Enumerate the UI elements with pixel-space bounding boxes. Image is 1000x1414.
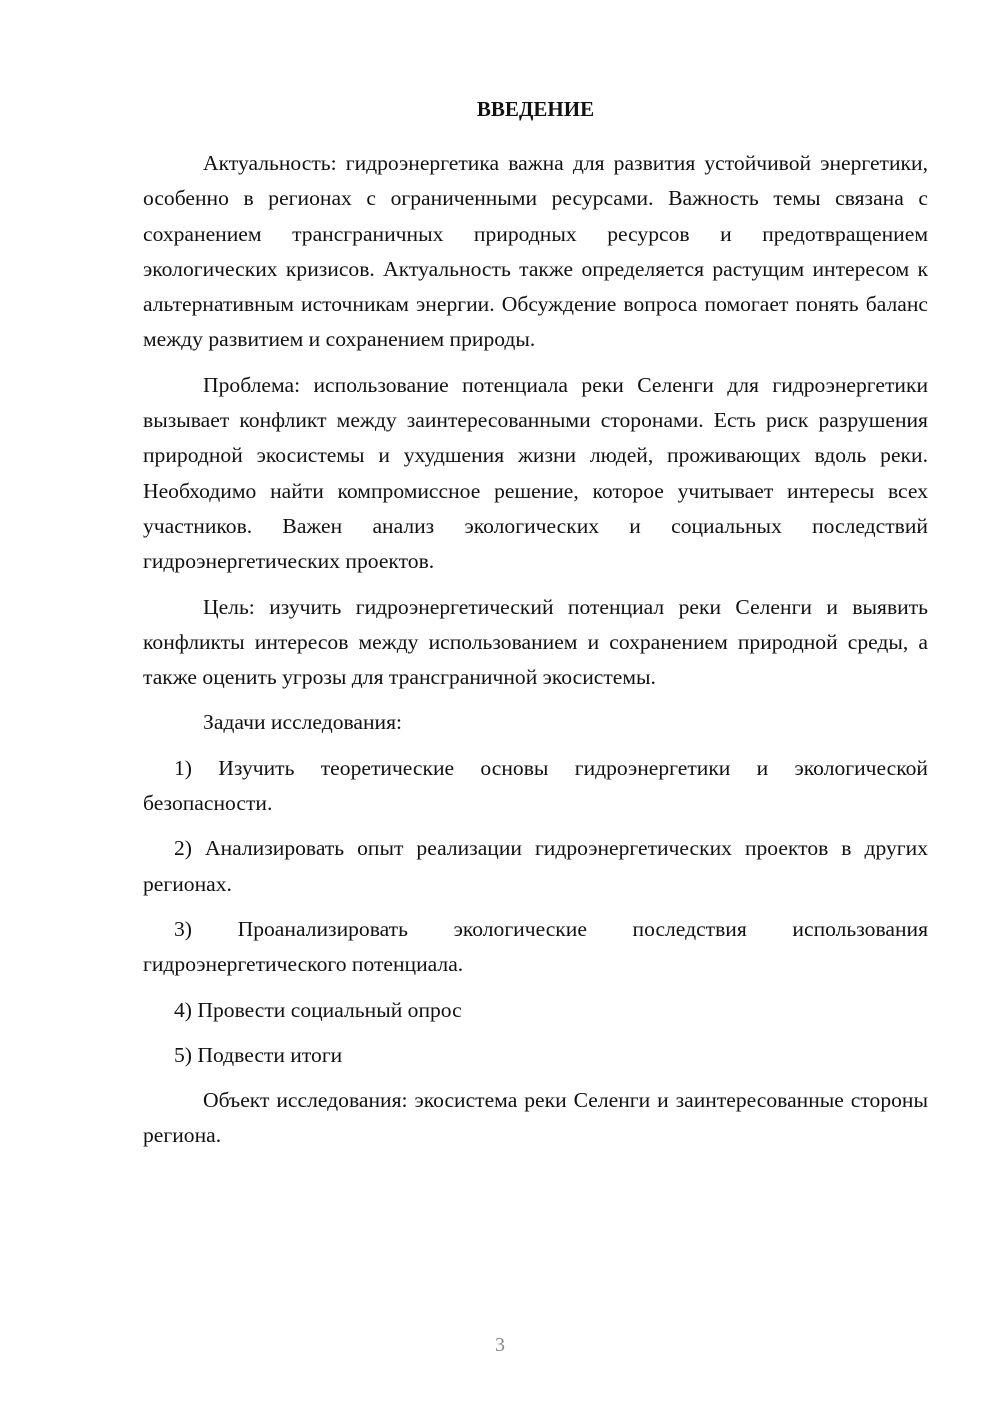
section-heading: ВВЕДЕНИЕ bbox=[476, 97, 595, 121]
task-item: 2) Анализировать опыт реализации гидроэнергетических проектов в других регионах. bbox=[143, 836, 928, 896]
task-item: 4) Провести социальный опрос bbox=[174, 997, 462, 1022]
task-item: 1) Изучить теоретические основы гидроэнергетики и экологической безопасности. bbox=[143, 755, 928, 816]
tasks-label: Задачи исследования: bbox=[203, 710, 403, 735]
object-paragraph: Объект исследования: экосистема реки Селенги и заинтересованные стороны региона. bbox=[143, 1088, 928, 1148]
document-page bbox=[143, 92, 928, 1164]
relevance-paragraph: Актуальность: гидроэнергетика важна для развития устойчивой энергетики, особенно в регионах с ограниченными ресурсами. Важность темы связана с сохранением трансграничных природных ресурсов и предотвращением экологических кризисов. Актуальность также определяется растущим интересом к альтернативным источникам энергии. Обсуждение вопроса помогает понять баланс между развитием и сохранением природы. bbox=[143, 151, 928, 352]
goal-paragraph: Цель: изучить гидроэнергетический потенциал реки Селенги и выявить конфликты интересов между использованием и сохранением природной среды, а также оценить угрозы для трансграничной экосистемы. bbox=[143, 594, 928, 690]
task-item: 5) Подвести итоги bbox=[174, 1042, 343, 1067]
problem-paragraph: Проблема: использование потенциала реки Селенги для гидроэнергетики вызывает конфликт между заинтересованными сторонами. Есть риск разрушения природной экосистемы и ухудшения жизни людей, проживающих вдоль реки. Необходимо найти компромиссное решение, которое учитывает интересы всех участников. Важен анализ экологических и социальных последствий гидроэнергетических проектов. bbox=[143, 372, 928, 574]
task-item: 3) Проанализировать экологические последствия использования гидроэнергетического потенциала. bbox=[143, 916, 928, 977]
page-number: 3 bbox=[495, 1334, 505, 1356]
